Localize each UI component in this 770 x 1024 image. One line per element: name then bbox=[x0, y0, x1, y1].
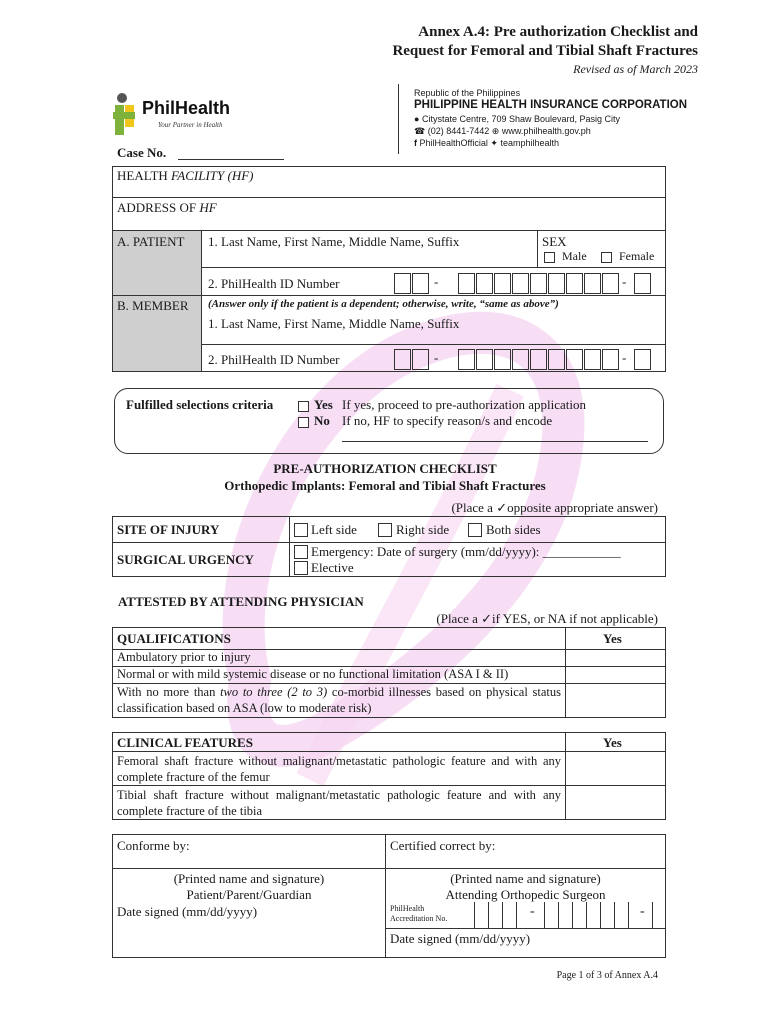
member-name-label: 1. Last Name, First Name, Middle Name, Suffix bbox=[208, 316, 460, 331]
female-label: Female bbox=[619, 249, 655, 263]
clinical-row-femoral: Femoral shaft fracture without malignant/metastatic pathologic feature and with any complete fracture of the femur bbox=[117, 754, 561, 784]
patient-id-digit-box[interactable] bbox=[548, 273, 565, 294]
clinical-yes-cell[interactable] bbox=[566, 786, 665, 819]
accreditation-box-line bbox=[474, 902, 475, 928]
address-label-b: HF bbox=[199, 200, 217, 215]
health-facility-label bbox=[117, 168, 254, 184]
qualification-row-ambulatory: Ambulatory prior to injury bbox=[117, 650, 251, 664]
patient-id-digit-box[interactable] bbox=[412, 273, 429, 294]
org-address: Citystate Centre, 709 Shaw Boulevard, Pasig City bbox=[421, 114, 621, 124]
surgeon-signature-caption: (Printed name and signature) bbox=[450, 871, 601, 886]
member-id-digit-box[interactable] bbox=[566, 349, 583, 370]
member-id-digit-box[interactable] bbox=[584, 349, 601, 370]
accreditation-box-line bbox=[614, 902, 615, 928]
accreditation-box-line bbox=[502, 902, 503, 928]
patient-id-digit-box[interactable] bbox=[530, 273, 547, 294]
site-urgency-divider bbox=[289, 516, 290, 577]
checklist-subtitle: Orthopedic Implants: Femoral and Tibial Shaft Fractures bbox=[224, 478, 546, 493]
accreditation-dash: - bbox=[640, 904, 645, 919]
accreditation-box-line bbox=[600, 902, 601, 928]
member-id-label: 2. PhilHealth ID Number bbox=[208, 352, 340, 367]
health-facility-label-a: HEALTH bbox=[117, 168, 172, 183]
right-side-checkbox[interactable] bbox=[378, 523, 392, 537]
surgeon-date-signed-label: Date signed (mm/dd/yyyy) bbox=[390, 931, 531, 946]
patient-role-caption: Patient/Parent/Guardian bbox=[186, 887, 312, 902]
member-id-digit-box[interactable] bbox=[512, 349, 529, 370]
case-no-field[interactable] bbox=[178, 159, 284, 160]
conforme-label: Conforme by: bbox=[117, 838, 190, 853]
twitter-icon: ✦ bbox=[490, 138, 498, 148]
accreditation-box-line bbox=[558, 902, 559, 928]
fulfilled-no-text: If no, HF to specify reason/s and encode bbox=[342, 413, 553, 428]
accreditation-label-2: Accreditation No. bbox=[390, 914, 448, 923]
clinical-yes-header: Yes bbox=[603, 735, 622, 750]
member-id-dash: - bbox=[622, 350, 627, 365]
elective-checkbox[interactable] bbox=[294, 561, 308, 575]
address-label-a: ADDRESS OF bbox=[117, 200, 200, 215]
patient-id-digit-box[interactable] bbox=[512, 273, 529, 294]
comorbid-text-b: two to three (2 to 3) bbox=[220, 685, 328, 699]
patient-id-digit-box[interactable] bbox=[476, 273, 493, 294]
patient-id-digit-box[interactable] bbox=[566, 273, 583, 294]
org-twitter[interactable]: teamphilhealth bbox=[500, 138, 560, 148]
comorbid-text-a: With no more than bbox=[117, 685, 221, 699]
patient-id-digit-box[interactable] bbox=[634, 273, 651, 294]
member-section-label: B. MEMBER bbox=[117, 298, 189, 313]
site-of-injury-label: SITE OF INJURY bbox=[117, 522, 220, 537]
fulfilled-no-label: No bbox=[314, 413, 330, 428]
qualification-row-asa: Normal or with mild systemic disease or no functional limitation (ASA I & II) bbox=[117, 667, 509, 681]
member-id-digit-box[interactable] bbox=[494, 349, 511, 370]
emergency-label: Emergency: Date of surgery (mm/dd/yyyy): ____________ bbox=[311, 544, 621, 559]
patient-id-dash: - bbox=[622, 274, 627, 289]
org-contact-line bbox=[414, 126, 591, 137]
fulfilled-yes-text: If yes, proceed to pre-authorization application bbox=[342, 397, 587, 412]
patient-id-dash: - bbox=[434, 274, 439, 289]
qualifications-header: QUALIFICATIONS bbox=[117, 631, 231, 646]
member-id-digit-box[interactable] bbox=[548, 349, 565, 370]
both-sides-label: Both sides bbox=[486, 522, 541, 537]
member-id-digit-box[interactable] bbox=[458, 349, 475, 370]
revision-note: Revised as of March 2023 bbox=[573, 62, 698, 76]
certified-label: Certified correct by: bbox=[390, 838, 496, 853]
case-no-label: Case No. bbox=[117, 145, 167, 160]
patient-section-label: A. PATIENT bbox=[117, 234, 185, 249]
clinical-yes-cell[interactable] bbox=[566, 752, 665, 784]
facebook-icon: f bbox=[414, 138, 417, 148]
address-label bbox=[117, 200, 217, 216]
qualifications-yes-header: Yes bbox=[603, 631, 622, 646]
org-name: PHILIPPINE HEALTH INSURANCE CORPORATION bbox=[414, 99, 688, 111]
logo-tagline: Your Partner in Health bbox=[158, 121, 223, 129]
org-phone: (02) 8441-7442 bbox=[427, 126, 490, 136]
patient-member-divider bbox=[112, 295, 666, 296]
member-id-digit-box[interactable] bbox=[412, 349, 429, 370]
accreditation-label-1: PhilHealth bbox=[390, 904, 425, 913]
patient-name-label: 1. Last Name, First Name, Middle Name, Suffix bbox=[208, 234, 460, 249]
clinical-row-tibial: Tibial shaft fracture without malignant/metastatic pathologic feature and with any complete fracture of the tibia bbox=[117, 788, 561, 818]
accreditation-box-line bbox=[586, 902, 587, 928]
patient-signature-caption: (Printed name and signature) bbox=[173, 871, 325, 886]
member-id-dash: - bbox=[434, 350, 439, 365]
member-note: (Answer only if the patient is a dependent; otherwise, write, “same as above”) bbox=[208, 298, 559, 310]
header-divider bbox=[398, 84, 399, 154]
female-checkbox[interactable] bbox=[601, 252, 612, 263]
member-id-digit-box[interactable] bbox=[530, 349, 547, 370]
philhealth-logo bbox=[112, 92, 252, 136]
left-side-label: Left side bbox=[311, 522, 357, 537]
fulfilled-yes-label: Yes bbox=[314, 397, 333, 412]
org-address-line bbox=[414, 114, 620, 124]
site-urgency-row-divider bbox=[112, 542, 666, 543]
member-id-digit-box[interactable] bbox=[634, 349, 651, 370]
patient-id-digit-box[interactable] bbox=[584, 273, 601, 294]
qualification-yes-cell[interactable] bbox=[566, 650, 665, 666]
accreditation-box-line bbox=[544, 902, 545, 928]
reason-input-line[interactable] bbox=[342, 441, 648, 442]
right-side-label: Right side bbox=[396, 522, 450, 537]
logo-wordmark: PhilHealth bbox=[142, 98, 231, 118]
sex-label: SEX bbox=[542, 234, 567, 249]
phone-icon: ☎ bbox=[414, 126, 426, 136]
accreditation-box-line bbox=[516, 902, 517, 928]
member-row-divider bbox=[201, 344, 666, 345]
elective-label: Elective bbox=[311, 560, 354, 575]
document-title-line1: Annex A.4: Pre authorization Checklist and bbox=[418, 24, 698, 40]
surgical-urgency-label: SURGICAL URGENCY bbox=[117, 552, 254, 567]
emergency-checkbox[interactable] bbox=[294, 545, 308, 559]
attested-title: ATTESTED BY ATTENDING PHYSICIAN bbox=[118, 594, 364, 609]
clinical-features-header: CLINICAL FEATURES bbox=[117, 735, 253, 750]
signature-row-divider bbox=[112, 868, 666, 869]
patient-row-divider bbox=[201, 267, 666, 268]
republic-line: Republic of the Philippines bbox=[414, 88, 521, 98]
member-id-digit-box[interactable] bbox=[602, 349, 619, 370]
page-number: Page 1 of 3 of Annex A.4 bbox=[556, 970, 658, 981]
patient-date-signed-label: Date signed (mm/dd/yyyy) bbox=[117, 904, 258, 919]
org-social-line bbox=[414, 138, 559, 149]
patient-id-digit-box[interactable] bbox=[602, 273, 619, 294]
fulfilled-criteria-label: Fulfilled selections criteria bbox=[126, 397, 274, 412]
both-sides-checkbox[interactable] bbox=[468, 523, 482, 537]
left-side-checkbox[interactable] bbox=[294, 523, 308, 537]
globe-icon: ⊕ bbox=[491, 126, 500, 136]
accreditation-box-line bbox=[652, 902, 653, 928]
fulfilled-yes-checkbox[interactable] bbox=[298, 401, 309, 412]
surgeon-role-caption: Attending Orthopedic Surgeon bbox=[445, 887, 606, 902]
philhealth-logo-icon bbox=[112, 92, 142, 138]
qualification-row-comorbid bbox=[117, 684, 561, 716]
document-title-line2: Request for Femoral and Tibial Shaft Fractures bbox=[392, 43, 698, 59]
signature-date-divider bbox=[385, 928, 666, 929]
patient-id-digit-box[interactable] bbox=[394, 273, 411, 294]
accreditation-dash: - bbox=[530, 904, 535, 919]
qualification-yes-cell[interactable] bbox=[566, 684, 665, 717]
patient-id-digit-box[interactable] bbox=[494, 273, 511, 294]
qualification-yes-cell[interactable] bbox=[566, 667, 665, 683]
accreditation-box-line bbox=[488, 902, 489, 928]
checklist-instruction: (Place a ✓opposite appropriate answer) bbox=[451, 500, 658, 515]
patient-id-label: 2. PhilHealth ID Number bbox=[208, 276, 340, 291]
fulfilled-no-checkbox[interactable] bbox=[298, 417, 309, 428]
section-divider bbox=[201, 230, 202, 372]
attested-instruction: (Place a ✓if YES, or NA if not applicable) bbox=[436, 611, 658, 626]
male-label: Male bbox=[562, 249, 587, 263]
member-id-digit-box[interactable] bbox=[476, 349, 493, 370]
patient-id-digit-box[interactable] bbox=[458, 273, 475, 294]
org-website[interactable]: www.philhealth.gov.ph bbox=[501, 126, 591, 136]
location-pin-icon: ● bbox=[414, 114, 420, 124]
comorbid-text-c: co-morbid illnesses based on physical status classification based on ASA (low to moderate risk) bbox=[117, 685, 561, 715]
member-id-digit-box[interactable] bbox=[394, 349, 411, 370]
accreditation-box-line bbox=[628, 902, 629, 928]
health-facility-label-b: FACILITY (HF) bbox=[171, 168, 254, 183]
sex-divider bbox=[537, 230, 538, 267]
checklist-title: PRE-AUTHORIZATION CHECKLIST bbox=[273, 461, 497, 476]
accreditation-box-line bbox=[572, 902, 573, 928]
male-checkbox[interactable] bbox=[544, 252, 555, 263]
org-facebook[interactable]: PhilHealthOfficial bbox=[419, 138, 488, 148]
